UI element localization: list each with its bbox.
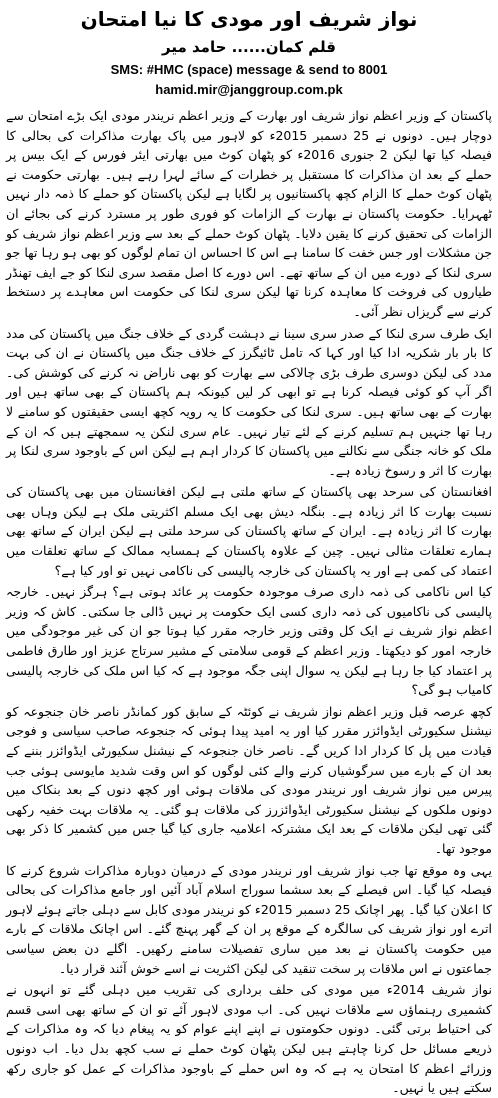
sms-contact: SMS: #HMC (space) message & send to 8001 bbox=[110, 62, 388, 77]
column-byline: قلم کمان...... حامد میر bbox=[162, 38, 336, 56]
paragraph: افغانستان کی سرحد بھی پاکستان کے ساتھ ملتی ہے لیکن افغانستان میں بھی پاکستان کی نسبت بھارت کا اثر زیادہ ہے۔ بنگلہ دیش بھی ایک مسلم اکثریتی ملک ہے لیکن وہاں بھی بھارت کا اثر زیادہ ہے۔ ایران کے ساتھ پاکستان کی سرحد ملتی ہے لیکن ایران کے ساتھ بھی ہمارے تعلقات مثالی نہیں۔ چین کے علاوہ پاکستان کے ہمسایہ ممالک کے ساتھ تعلقات میں اعتماد کی کمی ہے اور یہ پاکستان کی خارجہ پالیسی کی ناکامی نہیں تو اور کیا ہے؟ bbox=[6, 484, 492, 578]
paragraph: یہی وہ موقع تھا جب نواز شریف اور نریندر مودی کے درمیان دوبارہ مذاکرات شروع کرنے کا فیصلہ کیا گیا۔ اس فیصلے کے بعد سشما سوراج اسلام آباد آئیں اور جامع مذاکرات کی بحالی کا اعلان کیا گیا۔ پھر اچانک 25 دسمبر 2015ء کو نریندر مودی کابل سے دہلی جاتے ہوئے لاہور اترے اور نواز شریف کی سالگرہ کے موقع پر ان کے گھر پہنچ گئے۔ اس اچانک ملاقات کے بارے میں حکومت پاکستان نے بعد میں ساری تفصیلات سامنے رکھیں۔ اگلے دن بعض سیاسی جماعتوں نے اس ملاقات پر سخت تنقید کی لیکن اکثریت نے اسے خوش آئند قرار دیا۔ bbox=[6, 862, 492, 976]
column-header bbox=[6, 4, 492, 100]
paragraph: ایک طرف سری لنکا کے صدر سری سینا نے دہشت گردی کے خلاف جنگ میں پاکستان کی مدد کا بار بار شکریہ ادا کیا اور کہا کہ تامل ٹائیگرز کے خلاف جنگ میں پاکستان نے ان کی بہت مدد کی لیکن دوسری طرف بڑی چالاکی سے بھارت کو بھی ناراض نہ کرنے کی کوشش کی۔ اگر آپ کو کوئی فیصلہ کرنا ہے تو ابھی کر لیں کیونکہ ہم پاکستان کے بھی ساتھ ہیں اور بھارت کے بھی ساتھ ہیں۔ سری لنکا کی حکومت کا یہ رویہ کچھ ایسی حقیقتوں کو سامنے لا رہا تھا جنہیں ہم تسلیم کرنے کے لئے تیار نہیں۔ عام سری لنکن یہ سمجھتے ہیں کہ ان کے ملک کو خانہ جنگی سے نکالنے میں پاکستان کا کردار اہم ہے لیکن اس کے باوجود سری لنکا پر بھارت کا اثر و رسوخ زیادہ ہے۔ bbox=[6, 325, 492, 478]
column-title: نواز شریف اور مودی کا نیا امتحان bbox=[80, 7, 418, 31]
paragraph: نواز شریف 2014ء میں مودی کی حلف برداری کی تقریب میں دہلی گئے تو انہوں نے کشمیری رہنماؤں سے ملاقات نہیں کی۔ اب مودی لاہور آئے تو ان کے ساتھ بھی اسی قسم کی احتیاط برتی گئی۔ دونوں حکومتوں نے اپنے اپنے عوام کو یہ پیغام دیا کہ وہ مذاکرات کے ذریعے مسائل حل کرنا چاہتے ہیں لیکن پٹھان کوٹ حملے نے سب کچھ بدل دیا۔ اب دونوں وزرائے اعظم کا امتحان یہ ہے کہ وہ اس حملے کے باوجود مذاکرات کے عمل کو جاری رکھ سکتے ہیں یا نہیں۔ bbox=[6, 982, 492, 1096]
email-contact: hamid.mir@janggroup.com.pk bbox=[155, 82, 343, 97]
column-body bbox=[6, 106, 492, 1098]
paragraph: کچھ عرصہ قبل وزیر اعظم نواز شریف نے کوئٹہ کے سابق کور کمانڈر ناصر خان جنجوعہ کو نیشنل سکیورٹی ایڈوائزر مقرر کیا اور یہ امید پیدا ہوئی کہ جنجوعہ صاحب سیاسی و فوجی قیادت میں پل کا کردار ادا کریں گے۔ ناصر خان جنجوعہ کے نیشنل سکیورٹی ایڈوائزر بننے کے بعد ان کے بارے میں سرگوشیاں کرنے والے کئی لوگوں کو اس وقت شدید مایوسی ہوئی جب پیرس میں نواز شریف اور نریندر مودی کی ملاقات ہوئی اور کچھ دنوں کے بعد بنکاک میں دونوں ملکوں کے نیشنل سکیورٹی ایڈوائزرز کی ملاقات ہو گئی۔ یہ ملاقات بہت خفیہ رکھی گئی تھی لیکن ملاقات کے بعد ایک مشترکہ اعلامیہ جاری کیا گیا جس میں کشمیر کا ذکر بھی موجود تھا۔ bbox=[6, 703, 492, 856]
paragraph: کیا اس ناکامی کی ذمہ داری صرف موجودہ حکومت پر عائد ہوتی ہے؟ ہرگز نہیں۔ خارجہ پالیسی کی ناکامیوں کی ذمہ داری کسی ایک حکومت پر نہیں ڈالی جا سکتی۔ کاش کہ وزیر اعظم نواز شریف نے ایک کل وقتی وزیر خارجہ مقرر کیا ہوتا جو ان کی غیر موجودگی میں خارجہ امور کو دیکھتا۔ وزیر اعظم کے قومی سلامتی کے مشیر سرتاج عزیز اور طارق فاطمی پر اعتماد کیا جا رہا ہے لیکن یہ سوال اپنی جگہ موجود ہے کہ کیا اس ملک کی خارجہ پالیسی کامیاب ہو گی؟ bbox=[6, 584, 492, 698]
paragraph: پاکستان کے وزیر اعظم نواز شریف اور بھارت کے وزیر اعظم نریندر مودی ایک بڑے امتحان سے دوچار ہیں۔ دونوں نے 25 دسمبر 2015ء کو لاہور میں پاک بھارت مذاکرات کی بحالی کا فیصلہ کیا تھا لیکن 2 جنوری 2016ء کو پٹھان کوٹ میں بھارتی ایئر فورس کے ایک بیس پر حملے کے بعد ان مذاکرات کا مستقبل پر خطرات کے سائے لہرا رہے ہیں۔ بھارتی حکومت نے پٹھان کوٹ حملے کا الزام کچھ پاکستانیوں پر لگایا ہے لیکن پاکستان کو حملے کا ذمہ دار نہیں ٹھہرایا۔ حکومت پاکستان نے بھارت کے الزامات کو فوری طور پر مسترد کرنے کی بجائے ان الزامات کی تحقیق کرنے کا یقین دلایا۔ پٹھان کوٹ حملے کے بعد سے وزیر اعظم نواز شریف کو جن مشکلات اور جس خفت کا سامنا ہے اس کا احساس ان تمام لوگوں کو بھی ہو رہا تھا جو سری لنکا کے دورے میں ان کے ساتھ تھے۔ اس دورے کا اصل مقصد سری لنکا کو جے ایف تھنڈر طیاروں کی فروخت کا معاہدہ کرنا تھا لیکن سری لنکا کی حکومت اس معاہدے پر دستخط کرنے سے گریزاں نظر آئی۔ bbox=[6, 108, 493, 319]
